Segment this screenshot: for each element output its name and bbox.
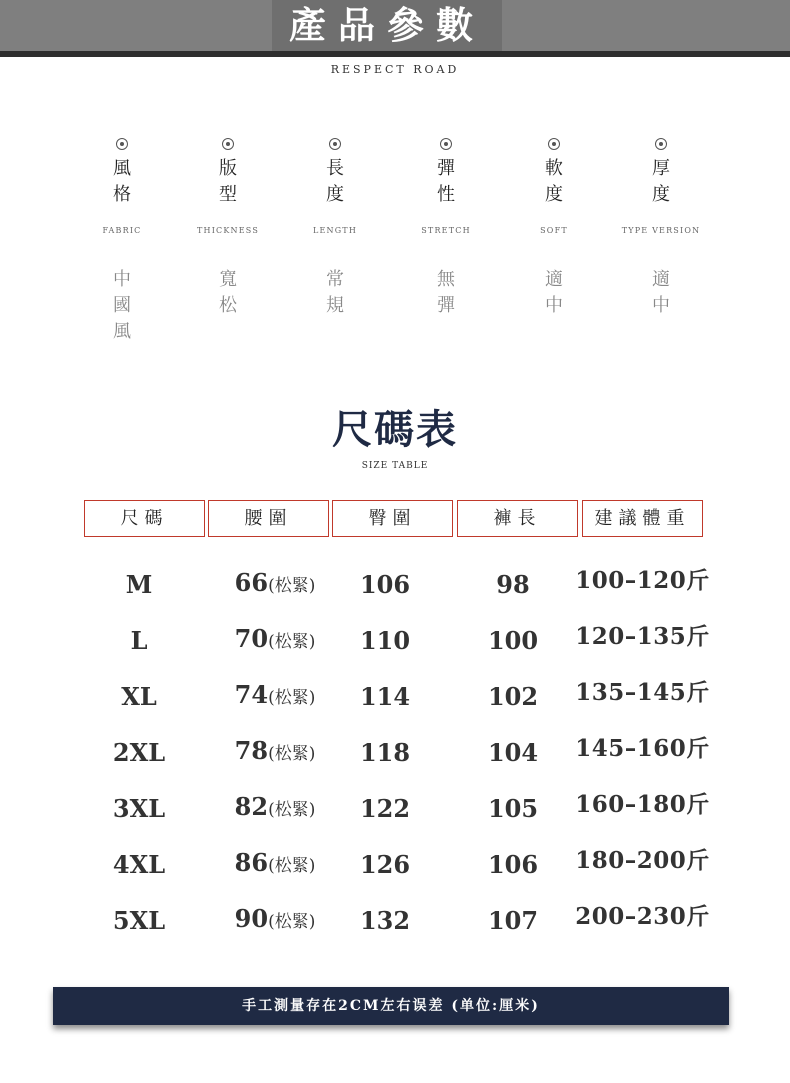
size-table-title: 尺碼表 bbox=[332, 406, 458, 453]
size-cell bbox=[84, 621, 194, 661]
waist-cell-value: 74 bbox=[234, 680, 269, 709]
radio-bullet-icon bbox=[116, 138, 128, 150]
weight-cell bbox=[560, 729, 725, 769]
attribute-value: 中國風 bbox=[113, 269, 131, 342]
attribute-name: 軟度 bbox=[545, 158, 563, 205]
attribute-value: 無彈 bbox=[437, 269, 455, 316]
elastic-note: (松緊) bbox=[268, 800, 316, 820]
attribute-english-label: STRETCH bbox=[421, 226, 471, 235]
length-cell bbox=[458, 733, 568, 773]
attribute-english-label: TYPE VERSION bbox=[621, 226, 701, 235]
weight-cell bbox=[560, 617, 725, 657]
length-cell-value: 104 bbox=[487, 738, 539, 767]
header-weight: 建議體重 bbox=[582, 500, 703, 537]
waist-cell bbox=[200, 563, 350, 603]
length-cell bbox=[458, 789, 568, 829]
page-subtitle: RESPECT ROAD bbox=[330, 63, 460, 76]
hip-cell-value: 126 bbox=[359, 850, 411, 879]
hip-cell bbox=[330, 845, 440, 885]
weight-cell bbox=[560, 841, 725, 881]
weight-cell-value: 145–160斤 bbox=[575, 735, 710, 762]
elastic-note: (松緊) bbox=[268, 912, 316, 932]
hip-cell bbox=[330, 901, 440, 941]
length-cell-value: 106 bbox=[487, 850, 539, 879]
table-row bbox=[0, 733, 790, 773]
size-cell bbox=[84, 845, 194, 885]
size-cell bbox=[84, 733, 194, 773]
elastic-note: (松緊) bbox=[268, 688, 316, 708]
attribute-name: 長度 bbox=[326, 158, 344, 205]
hip-cell bbox=[330, 677, 440, 717]
hip-cell-value: 118 bbox=[359, 738, 411, 767]
waist-cell bbox=[200, 675, 350, 715]
elastic-note: (松緊) bbox=[268, 856, 316, 876]
size-cell bbox=[84, 565, 194, 605]
size-cell-value: M bbox=[125, 570, 153, 599]
attribute-name: 厚度 bbox=[652, 158, 670, 205]
attribute-value: 適中 bbox=[652, 269, 670, 316]
waist-cell bbox=[200, 619, 350, 659]
waist-cell-value: 86 bbox=[234, 848, 269, 877]
attribute-length bbox=[285, 138, 385, 319]
radio-bullet-icon bbox=[655, 138, 667, 150]
table-row bbox=[0, 901, 790, 941]
weight-cell-value: 200–230斤 bbox=[575, 903, 710, 930]
attribute-style bbox=[72, 138, 172, 345]
hip-cell bbox=[330, 621, 440, 661]
attribute-softness bbox=[504, 138, 604, 319]
length-cell bbox=[458, 621, 568, 661]
elastic-note: (松緊) bbox=[268, 632, 316, 652]
attribute-fit bbox=[178, 138, 278, 319]
length-cell-value: 105 bbox=[487, 794, 539, 823]
length-cell bbox=[458, 901, 568, 941]
weight-cell-value: 120–135斤 bbox=[575, 623, 710, 650]
attribute-value: 常規 bbox=[326, 269, 344, 316]
size-table-subtitle: SIZE TABLE bbox=[361, 461, 429, 471]
waist-cell-value: 66 bbox=[234, 568, 269, 597]
waist-cell bbox=[200, 731, 350, 771]
weight-cell bbox=[560, 785, 725, 825]
hip-cell bbox=[330, 789, 440, 829]
size-cell bbox=[84, 677, 194, 717]
waist-cell-value: 70 bbox=[234, 624, 269, 653]
length-cell bbox=[458, 565, 568, 605]
weight-cell-value: 160–180斤 bbox=[575, 791, 710, 818]
radio-bullet-icon bbox=[440, 138, 452, 150]
length-cell bbox=[458, 677, 568, 717]
waist-cell bbox=[200, 787, 350, 827]
table-row bbox=[0, 621, 790, 661]
attribute-english-label: FABRIC bbox=[102, 226, 142, 235]
hip-cell-value: 122 bbox=[359, 794, 411, 823]
header-pants-length: 褲長 bbox=[457, 500, 578, 537]
size-cell-value: 2XL bbox=[112, 738, 166, 767]
hip-cell-value: 132 bbox=[359, 906, 411, 935]
attribute-name: 版型 bbox=[219, 158, 237, 205]
header-size: 尺碼 bbox=[84, 500, 205, 537]
radio-bullet-icon bbox=[222, 138, 234, 150]
weight-cell-value: 180–200斤 bbox=[575, 847, 710, 874]
footer-note: 手工測量存在2CM左右误差 (单位:厘米) bbox=[53, 987, 729, 1025]
weight-cell-value: 100–120斤 bbox=[575, 567, 710, 594]
header-hip: 臀圍 bbox=[332, 500, 453, 537]
size-cell-value: XL bbox=[121, 682, 157, 711]
size-cell bbox=[84, 789, 194, 829]
attribute-value: 寬松 bbox=[219, 269, 237, 316]
attribute-english-label: LENGTH bbox=[312, 226, 358, 235]
page-title: 產品參數 bbox=[289, 3, 485, 47]
attribute-stretch bbox=[396, 138, 496, 319]
size-cell bbox=[84, 901, 194, 941]
table-row bbox=[0, 845, 790, 885]
weight-cell-value: 135–145斤 bbox=[575, 679, 710, 706]
elastic-note: (松緊) bbox=[268, 744, 316, 764]
radio-bullet-icon bbox=[329, 138, 341, 150]
waist-cell-value: 78 bbox=[234, 736, 269, 765]
table-row bbox=[0, 789, 790, 829]
weight-cell bbox=[560, 673, 725, 713]
attribute-english-label: THICKNESS bbox=[196, 226, 260, 235]
waist-cell bbox=[200, 899, 350, 939]
hip-cell-value: 114 bbox=[359, 682, 411, 711]
attribute-name: 風格 bbox=[113, 158, 131, 205]
attribute-thickness bbox=[611, 138, 711, 319]
weight-cell bbox=[560, 561, 725, 601]
attribute-name: 彈性 bbox=[437, 158, 455, 205]
length-cell-value: 107 bbox=[487, 906, 539, 935]
hip-cell bbox=[330, 733, 440, 773]
waist-cell-value: 82 bbox=[234, 792, 269, 821]
hip-cell-value: 110 bbox=[359, 626, 411, 655]
table-row bbox=[0, 565, 790, 605]
length-cell-value: 102 bbox=[487, 682, 539, 711]
weight-cell bbox=[560, 897, 725, 937]
waist-cell bbox=[200, 843, 350, 883]
header-waist: 腰圍 bbox=[208, 500, 329, 537]
size-cell-value: L bbox=[130, 626, 148, 655]
size-cell-value: 5XL bbox=[112, 906, 166, 935]
hip-cell bbox=[330, 565, 440, 605]
attribute-english-label: SOFT bbox=[540, 226, 568, 235]
elastic-note: (松緊) bbox=[268, 576, 316, 596]
header-underline bbox=[0, 51, 790, 57]
attribute-value: 適中 bbox=[545, 269, 563, 316]
waist-cell-value: 90 bbox=[234, 904, 269, 933]
length-cell-value: 100 bbox=[487, 626, 539, 655]
radio-bullet-icon bbox=[548, 138, 560, 150]
table-row bbox=[0, 677, 790, 717]
size-cell-value: 3XL bbox=[112, 794, 166, 823]
hip-cell-value: 106 bbox=[359, 570, 411, 599]
length-cell-value: 98 bbox=[496, 570, 530, 599]
size-cell-value: 4XL bbox=[112, 850, 166, 879]
length-cell bbox=[458, 845, 568, 885]
